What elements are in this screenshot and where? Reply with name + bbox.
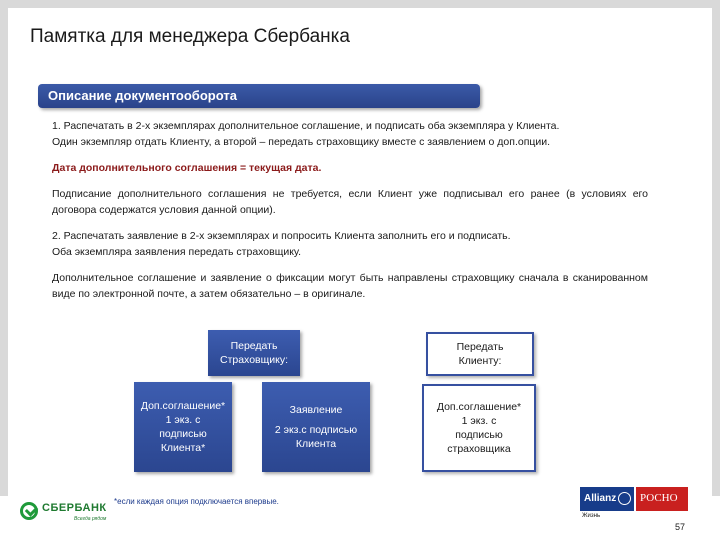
allianz-name: Allianz — [584, 493, 617, 504]
step1-line2: Один экземпляр отдать Клиенту, а второй – передать страховщику вместе с заявлением о доп.опции. — [52, 136, 551, 148]
to-insurer-box — [208, 330, 300, 376]
sberbank-slogan: Всегда рядом — [74, 516, 107, 522]
agreement-client-line3: подписью — [159, 428, 207, 440]
agreement-client-line2: 1 экз. с — [165, 414, 201, 426]
scan-note: Дополнительное соглашение и заявление о фиксации могут быть направлены страховщику сначала в сканированном виде по электронной почте, а затем обязательно – в оригинале. — [52, 272, 648, 300]
instructions-text — [52, 118, 648, 302]
to-client-line1: Передать — [456, 341, 504, 353]
allianz-eagle-icon — [618, 492, 631, 505]
allianz-subtitle: Жизнь — [582, 513, 601, 519]
to-client-box — [426, 332, 534, 376]
rosno-mark — [636, 487, 688, 511]
application-line1: Заявление — [289, 404, 343, 416]
allianz-mark — [580, 487, 634, 511]
agreement-client-line1: Доп.соглашение* — [140, 400, 226, 412]
application-line2: 2 экз.с подписью — [274, 424, 358, 436]
step2-line1: 2. Распечатать заявление в 2-х экземплярах и попросить Клиента заполнить его и подписать. — [52, 230, 511, 242]
section-header: Описание документооборота — [38, 84, 480, 108]
page-title: Памятка для менеджера Сбербанка — [30, 26, 350, 47]
application-box — [262, 382, 370, 472]
step2-line2: Оба экземпляра заявления передать страховщику. — [52, 246, 302, 258]
sberbank-check-icon — [20, 502, 38, 520]
agreement-insurer-line1: Доп.соглашение* — [436, 401, 522, 413]
allianz-rosno-logo — [580, 487, 688, 511]
to-client-line2: Клиенту: — [458, 355, 502, 367]
agreement-insurer-line3: подписью — [455, 429, 503, 441]
agreement-insurer-line4: страховщика — [447, 443, 511, 455]
to-insurer-line2: Страховщику: — [219, 354, 288, 366]
date-note: Дата дополнительного соглашения = текущая дата. — [52, 162, 322, 174]
sberbank-logo — [16, 498, 110, 526]
sberbank-name: СБЕРБАНК — [42, 502, 107, 514]
signing-note: Подписание дополнительного соглашения не требуется, если Клиент уже подписывал его ранее (в условиях его договора содержатся условия данной опции). — [52, 188, 648, 216]
to-insurer-line1: Передать — [230, 340, 278, 352]
footnote: *если каждая опция подключается впервые. — [114, 497, 279, 506]
agreement-insurer-line2: 1 экз. с — [461, 415, 497, 427]
agreement-insurer-box — [422, 384, 536, 472]
application-line3: Клиента — [295, 438, 337, 450]
agreement-client-line4: Клиента* — [160, 442, 206, 454]
rosno-name: РОСНО — [640, 492, 678, 504]
step1-line1: 1. Распечатать в 2-х экземплярах дополнительное соглашение, и подписать оба экземпляра у Клиента. — [52, 120, 560, 132]
agreement-client-box — [134, 382, 232, 472]
page-number: 57 — [675, 522, 686, 532]
